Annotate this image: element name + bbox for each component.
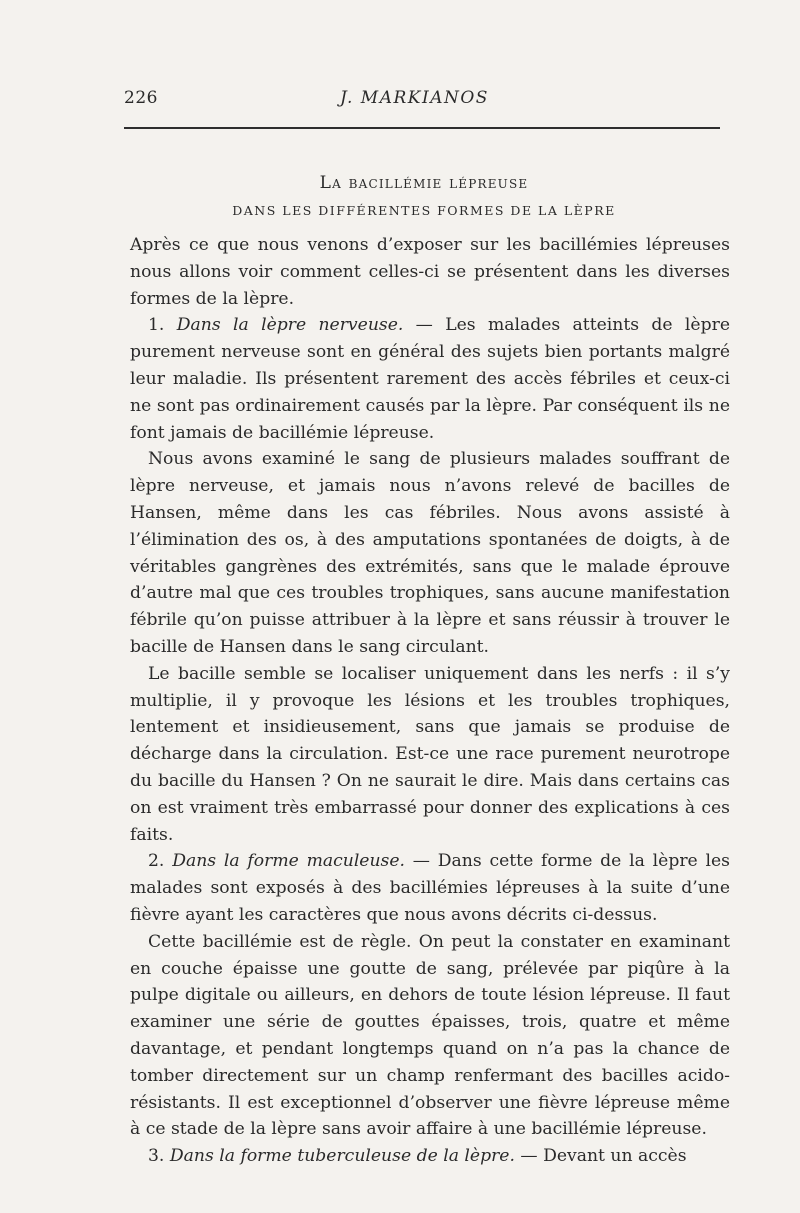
running-head: J. MARKIANOS — [340, 88, 489, 108]
page-header — [124, 88, 724, 112]
body-text — [130, 232, 730, 1170]
paragraph-maculeuse — [130, 848, 730, 928]
item-number: 3. — [148, 1146, 165, 1167]
section-title — [124, 170, 724, 224]
paragraph-maculeuse-text: — Dans cette forme de la lèpre les malades sont exposés à des bacillémies lépreuses à la suite d’une fièvre ayant les caractères que nous avons décrits ci-dessus. — [130, 851, 730, 925]
subheading-tuberculeuse: Dans la forme tuberculeuse de la lèpre. — [169, 1146, 515, 1167]
subheading-nerveuse: Dans la lèpre nerveuse. — [176, 315, 404, 336]
paragraph-intro: Après ce que nous venons d’exposer sur les bacillémies lépreuses nous allons voir comment celles-ci se présentent dans les diverses formes de la lèpre. — [130, 235, 730, 309]
subheading-maculeuse: Dans la forme maculeuse. — [172, 851, 406, 872]
section-title-line1: La bacillémie lépreuse — [319, 173, 529, 193]
item-number: 2. — [148, 851, 165, 872]
item-number: 1. — [148, 315, 165, 336]
header-rule — [124, 127, 720, 129]
paragraph-nerveuse-text: — Les malades atteints de lèpre purement nerveuse sont en général des sujets bien portants malgré leur maladie. Ils présentent rarement des accès fébriles et ceux-ci ne sont pas ordinairement causés par la lèpre. Par conséquent ils ne font jamais de bacillémie lépreuse. — [130, 315, 730, 443]
paragraph-tuberculeuse — [130, 1143, 730, 1170]
paragraph-nerveuse — [130, 312, 730, 446]
paragraph-bacillemie: Cette bacillémie est de règle. On peut la constater en examinant en couche épaisse une goutte de sang, prélevée par piqûre à la pulpe digitale ou ailleurs, en dehors de toute lésion lépreuse. Il faut examiner une série de gouttes épaisses, trois, quatre et même davantage, et pendant longtemps quand on n’a pas la chance de tomber directement sur un champ renfermant des bacilles acido-résistants. Il est exceptionnel d’observer une fièvre lépreuse même à ce stade de la lèpre sans avoir affaire à une bacillémie lépreuse. — [130, 931, 730, 1140]
paragraph-examen: Nous avons examiné le sang de plusieurs malades souffrant de lèpre nerveuse, et jamais nous n’avons relevé de bacilles de Hansen, même dans les cas fébriles. Nous avons assisté à l’élimination des os, à des amputations spontanées de doigts, à de véritables gangrènes des extrémités, sans que le malade éprouve d’autre mal que ces troubles trophiques, sans aucune manifestation fébrile qu’on puisse attribuer à la lèpre et sans réussir à trouver le bacille de Hansen dans le sang circulant. — [130, 449, 730, 657]
paragraph-tuberculeuse-text: — Devant un accès — [514, 1146, 687, 1167]
paragraph-bacille: Le bacille semble se localiser uniquement dans les nerfs : il s’y multiplie, il y provoque les lésions et les troubles trophiques, lentement et insidieusement, sans que jamais se produise de décharge dans la circulation. Est-ce une race purement neurotrope du bacille du Hansen ? On ne saurait le dire. Mais dans certains cas on est vraiment très embarrassé pour donner des explications à ces faits. — [130, 663, 730, 845]
section-title-line2: DANS LES DIFFÉRENTES FORMES DE LA LÈPRE — [232, 203, 616, 218]
page-number: 226 — [124, 88, 158, 108]
